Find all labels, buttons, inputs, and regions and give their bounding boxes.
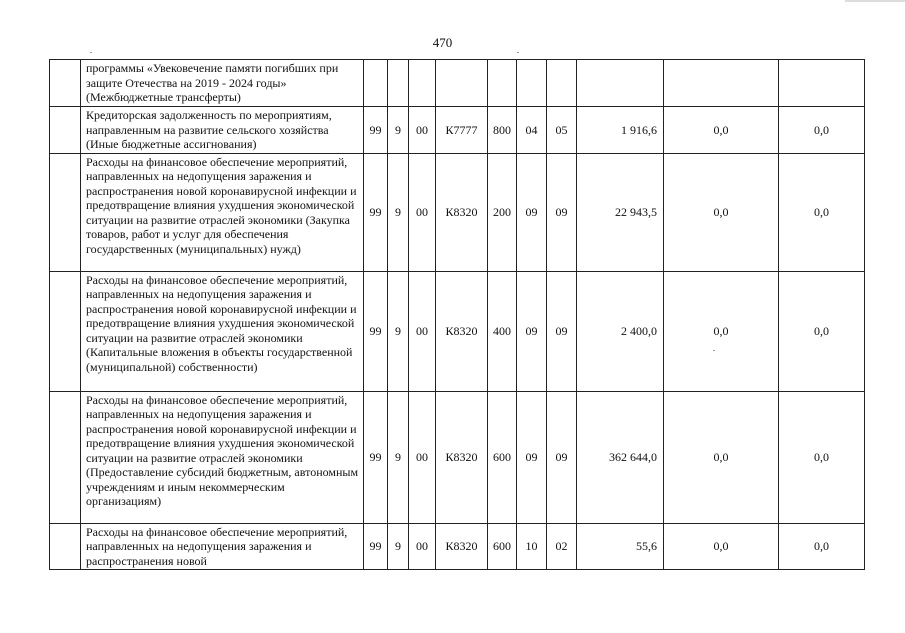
code-cell-c1: 99	[364, 271, 388, 391]
amount2-cell	[664, 60, 779, 107]
code-cell-c1: 99	[364, 391, 388, 523]
table-row	[50, 153, 865, 271]
amount1-cell: 22 943,5	[577, 153, 664, 271]
code-cell-c5: 400	[488, 271, 517, 391]
description-cell: Расходы на финансовое обеспечение мероприятий, направленных на недопущения заражения и распространения новой коронавирусной инфекции и предотвращение влияния ухудшения экономической ситуации на развитие отраслей экономики (Закупка товаров, работ и услуг для обеспечения государственных (муниципальных) нужд)	[81, 153, 364, 271]
row-index-cell	[50, 271, 81, 391]
row-index-cell	[50, 153, 81, 271]
scan-speck	[90, 52, 92, 53]
amount3-cell	[779, 60, 865, 107]
code-cell-c2: 9	[388, 107, 409, 154]
code-cell-c3: 00	[409, 391, 436, 523]
table-row	[50, 271, 865, 391]
code-cell-c2: 9	[388, 153, 409, 271]
code-cell-c4: К8320	[436, 153, 488, 271]
code-cell-c1: 99	[364, 523, 388, 570]
code-cell-c2	[388, 60, 409, 107]
code-cell-c7: 09	[547, 391, 577, 523]
amount2-cell: 0,0	[664, 523, 779, 570]
table-row	[50, 523, 865, 570]
amount2-cell: 0,0	[664, 391, 779, 523]
code-cell-c7: 02	[547, 523, 577, 570]
table-row	[50, 391, 865, 523]
row-index-cell	[50, 523, 81, 570]
code-cell-c1	[364, 60, 388, 107]
amount2-cell: 0,0	[664, 153, 779, 271]
amount1-cell: 362 644,0	[577, 391, 664, 523]
amount3-cell: 0,0	[779, 153, 865, 271]
code-cell-c2: 9	[388, 271, 409, 391]
amount1-cell: 55,6	[577, 523, 664, 570]
amount2-cell: 0,0	[664, 107, 779, 154]
code-cell-c7: 05	[547, 107, 577, 154]
code-cell-c3: 00	[409, 523, 436, 570]
row-index-cell	[50, 391, 81, 523]
code-cell-c3: 00	[409, 107, 436, 154]
code-cell-c6: 09	[517, 391, 547, 523]
code-cell-c1: 99	[364, 153, 388, 271]
code-cell-c5: 800	[488, 107, 517, 154]
amount1-cell: 2 400,0	[577, 271, 664, 391]
code-cell-c5	[488, 60, 517, 107]
description-cell: Расходы на финансовое обеспечение мероприятий, направленных на недопущения заражения и распространения новой	[81, 523, 364, 570]
amount1-cell	[577, 60, 664, 107]
code-cell-c6: 10	[517, 523, 547, 570]
code-cell-c4: К8320	[436, 271, 488, 391]
code-cell-c2: 9	[388, 523, 409, 570]
code-cell-c6: 09	[517, 153, 547, 271]
amount3-cell: 0,0	[779, 523, 865, 570]
code-cell-c2: 9	[388, 391, 409, 523]
budget-table	[49, 59, 865, 570]
amount1-cell: 1 916,6	[577, 107, 664, 154]
description-cell: Расходы на финансовое обеспечение мероприятий, направленных на недопущения заражения и распространения новой коронавирусной инфекции и предотвращение влияния ухудшения экономической ситуации на развитие отраслей экономики (Предоставление субсидий бюджетным, автономным учреждениям и иным некоммерческим организациям)	[81, 391, 364, 523]
code-cell-c4	[436, 60, 488, 107]
code-cell-c7: 09	[547, 153, 577, 271]
amount2-cell: 0,0	[664, 271, 779, 391]
code-cell-c3	[409, 60, 436, 107]
scan-speck	[713, 350, 715, 351]
code-cell-c6	[517, 60, 547, 107]
description-cell: программы «Увековечение памяти погибших при защите Отечества на 2019 - 2024 годы» (Межбюджетные трансферты)	[81, 60, 364, 107]
code-cell-c4: К8320	[436, 523, 488, 570]
code-cell-c7	[547, 60, 577, 107]
code-cell-c5: 600	[488, 391, 517, 523]
scan-edge-mark	[845, 0, 905, 2]
row-index-cell	[50, 60, 81, 107]
code-cell-c1: 99	[364, 107, 388, 154]
amount3-cell: 0,0	[779, 107, 865, 154]
code-cell-c4: К8320	[436, 391, 488, 523]
code-cell-c3: 00	[409, 271, 436, 391]
page-number: 470	[432, 35, 453, 50]
row-index-cell	[50, 107, 81, 154]
code-cell-c6: 09	[517, 271, 547, 391]
amount3-cell: 0,0	[779, 271, 865, 391]
amount3-cell: 0,0	[779, 391, 865, 523]
code-cell-c7: 09	[547, 271, 577, 391]
code-cell-c5: 200	[488, 153, 517, 271]
table-row	[50, 60, 865, 107]
code-cell-c5: 600	[488, 523, 517, 570]
code-cell-c6: 04	[517, 107, 547, 154]
code-cell-c3: 00	[409, 153, 436, 271]
table-row	[50, 107, 865, 154]
description-cell: Расходы на финансовое обеспечение мероприятий, направленных на недопущения заражения и распространения новой коронавирусной инфекции и предотвращение влияния ухудшения экономической ситуации на развитие отраслей экономики (Капитальные вложения в объекты государственной (муниципальной) собственности)	[81, 271, 364, 391]
code-cell-c4: К7777	[436, 107, 488, 154]
description-cell: Кредиторская задолженность по мероприятиям, направленным на развитие сельского хозяйства (Иные бюджетные ассигнования)	[81, 107, 364, 154]
scan-speck	[517, 52, 519, 53]
